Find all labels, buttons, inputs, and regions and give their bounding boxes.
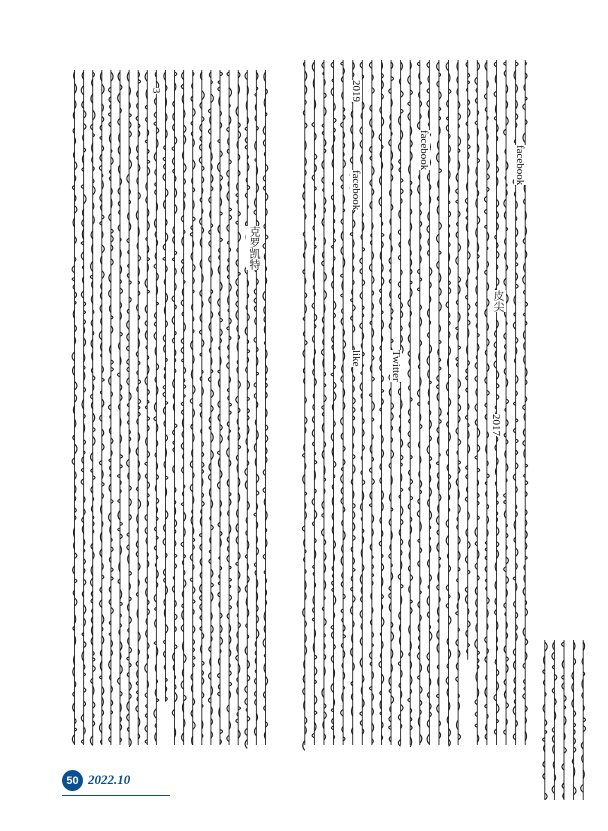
footer-rule — [62, 795, 170, 796]
embedded-chinese-term: 皮尖 — [492, 290, 504, 312]
embedded-term-2017: 2017 — [490, 414, 502, 436]
embedded-term-facebook: facebook — [418, 130, 430, 171]
embedded-term-facebook: facebook — [350, 170, 362, 211]
embedded-term-facebook: facebook — [514, 145, 526, 186]
embedded-term-twitter: Twitter — [390, 350, 402, 382]
right-text-column — [540, 0, 588, 831]
left-text-column — [70, 0, 270, 831]
list-number: 3 — [150, 88, 162, 94]
page-number-badge: 50 — [62, 770, 83, 791]
mongolian-script-lines — [70, 0, 270, 831]
embedded-term-like: like — [350, 350, 362, 367]
embedded-chinese-term: 克罗凯特 — [248, 226, 260, 270]
mongolian-script-lines — [540, 0, 588, 831]
issue-label: 2022.10 — [88, 772, 131, 787]
middle-text-column — [300, 0, 530, 831]
embedded-term-2019: 2019 — [350, 80, 362, 102]
